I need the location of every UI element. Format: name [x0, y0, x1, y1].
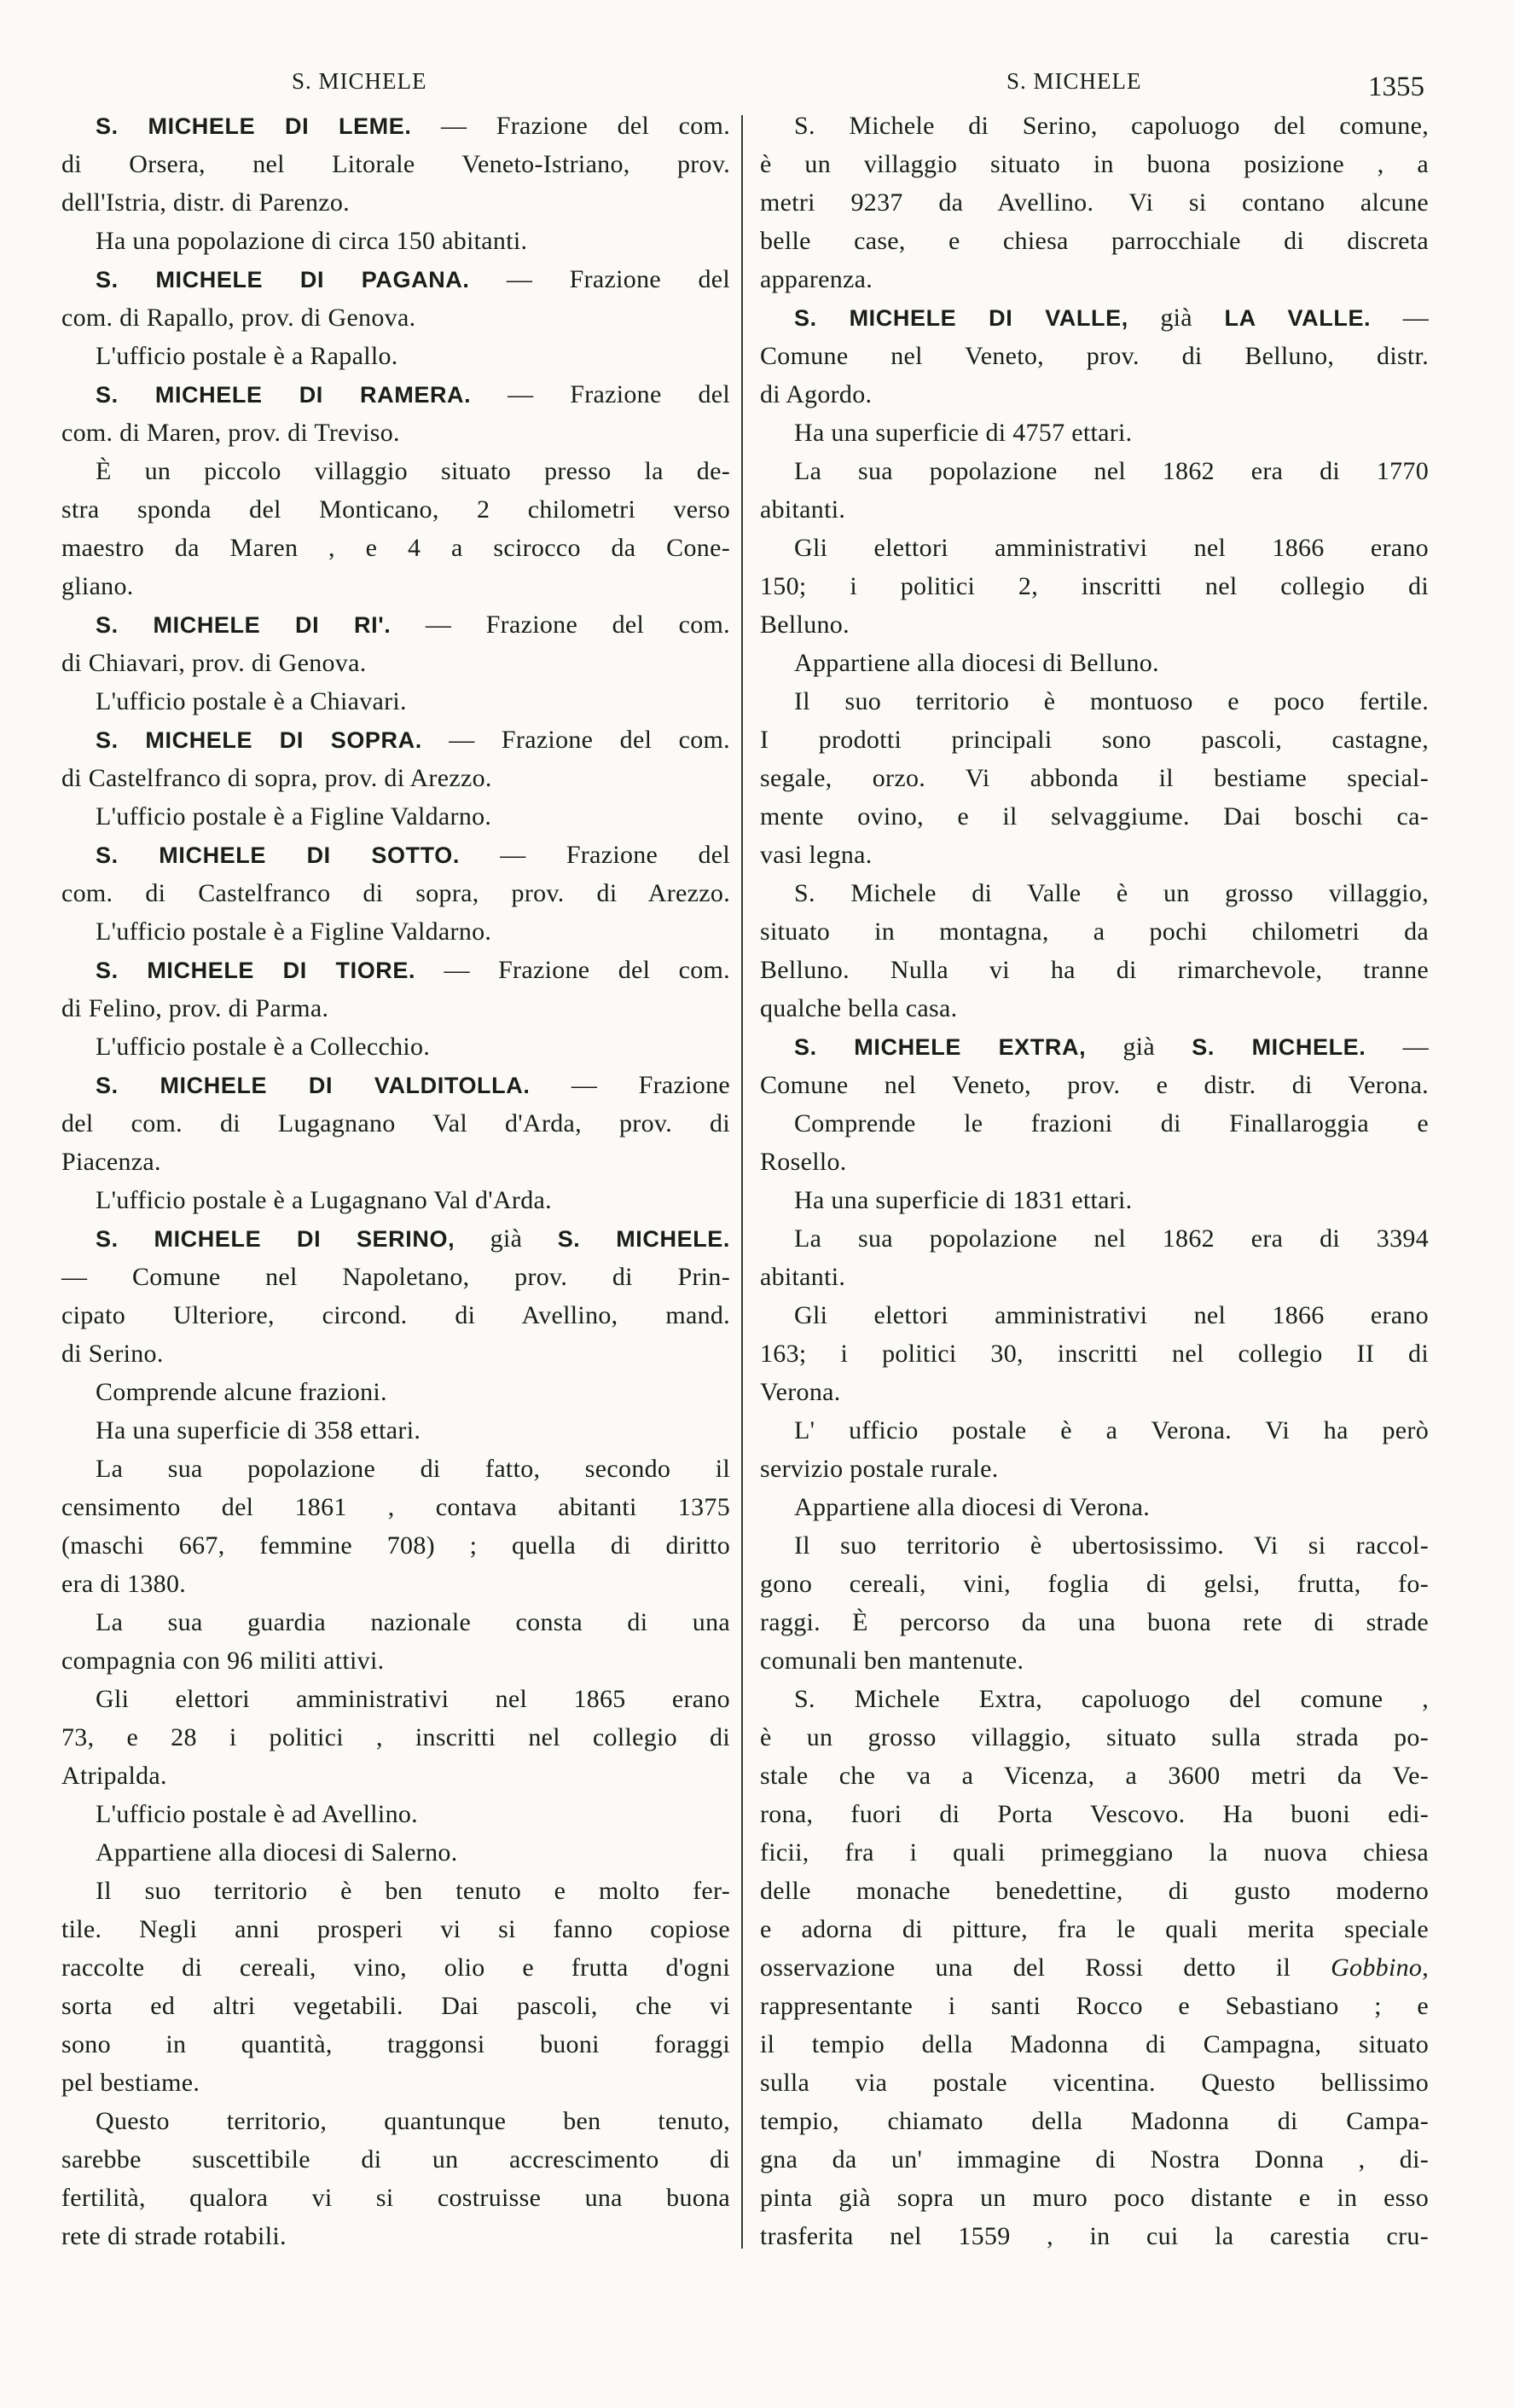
text-line — [61, 2140, 730, 2179]
entry-heading: S. MICHELE DI VALLE, — [794, 305, 1128, 331]
body-text: Comune nel Veneto, prov. di Belluno, distr. — [760, 342, 1429, 370]
text-line — [760, 1450, 1429, 1488]
text-line — [760, 759, 1429, 797]
text-line — [61, 1680, 730, 1718]
body-text: Atripalda. — [61, 1762, 167, 1790]
body-text: Ha una superficie di 1831 ettari. — [794, 1186, 1133, 1214]
body-text: L'ufficio postale è a Figline Valdarno. — [96, 917, 492, 946]
body-text: gliano. — [61, 572, 134, 600]
text-line — [61, 375, 730, 414]
text-line — [61, 337, 730, 375]
text-line — [61, 1718, 730, 1757]
body-text: stra sponda del Monticano, 2 chilometri verso — [61, 495, 730, 524]
body-text: com. di Castelfranco di sopra, prov. di Arezzo. — [61, 879, 730, 907]
text-line — [61, 1027, 730, 1066]
text-line — [760, 1296, 1429, 1334]
body-text: censimento del 1861 , contava abitanti 1375 — [61, 1493, 730, 1521]
text-line — [61, 1104, 730, 1143]
body-text: L' ufficio postale è a Verona. Vi ha però — [794, 1416, 1429, 1444]
text-line — [760, 567, 1429, 605]
body-text: La sua popolazione di fatto, secondo il — [96, 1455, 730, 1483]
body-text: gono cereali, vini, foglia di gelsi, frutta, fo- — [760, 1570, 1429, 1598]
text-line — [760, 2217, 1429, 2255]
text-line — [760, 2179, 1429, 2217]
text-line — [760, 874, 1429, 912]
body-text: trasferita nel 1559 , in cui la carestia cru- — [760, 2222, 1429, 2250]
text-line — [760, 1143, 1429, 1181]
text-line — [61, 222, 730, 260]
body-text: rona, fuori di Porta Vescovo. Ha buoni edi- — [760, 1800, 1429, 1828]
text-line — [760, 1565, 1429, 1603]
entry-heading: S. MICHELE DI PAGANA. — [96, 267, 470, 292]
text-line — [61, 1641, 730, 1680]
text-line — [61, 1143, 730, 1181]
body-text: — Frazione del com. — [415, 956, 730, 984]
text-line — [61, 1450, 730, 1488]
body-text: Piacenza. — [61, 1148, 161, 1176]
body-text: era di 1380. — [61, 1570, 187, 1598]
text-line — [760, 1488, 1429, 1526]
body-text: già — [1128, 304, 1225, 332]
entry-heading: S. MICHELE DI RAMERA. — [96, 382, 472, 408]
text-line — [61, 529, 730, 567]
body-text: L'ufficio postale è a Collecchio. — [96, 1033, 431, 1061]
text-line — [61, 605, 730, 644]
body-text: osservazione una del Rossi detto il — [760, 1954, 1331, 1982]
text-line — [760, 1603, 1429, 1641]
text-line — [61, 1872, 730, 1910]
body-text: S. Michele di Valle è un grosso villaggio, — [794, 879, 1429, 907]
body-text: già — [455, 1224, 558, 1253]
entry-heading: S. MICHELE. — [557, 1226, 730, 1252]
text-line — [61, 989, 730, 1027]
text-line — [61, 1948, 730, 1987]
body-text: abitanti. — [760, 495, 846, 524]
text-line — [760, 1181, 1429, 1219]
body-text: — — [1371, 304, 1430, 332]
body-text: com. di Maren, prov. di Treviso. — [61, 419, 400, 447]
body-text: Appartiene alla diocesi di Salerno. — [96, 1838, 458, 1867]
body-text: — Frazione — [530, 1071, 730, 1099]
text-line — [61, 874, 730, 912]
body-text: La sua guardia nazionale consta di una — [96, 1608, 730, 1636]
body-text: — Comune nel Napoletano, prov. di Prin- — [61, 1263, 730, 1291]
text-line — [760, 912, 1429, 951]
body-text: Ha una popolazione di circa 150 abitanti. — [96, 227, 528, 255]
text-line — [61, 183, 730, 222]
body-text: Gli elettori amministrativi nel 1866 erano — [794, 1301, 1429, 1329]
body-text: di Agordo. — [760, 380, 873, 408]
entry-heading: S. MICHELE DI RI'. — [96, 612, 392, 638]
text-line — [760, 644, 1429, 682]
text-line — [760, 1718, 1429, 1757]
body-text: apparenza. — [760, 265, 873, 293]
text-line — [760, 1411, 1429, 1450]
body-text: qualche bella casa. — [760, 994, 958, 1022]
body-text: sulla via postale vicentina. Questo bellissimo — [760, 2069, 1429, 2097]
body-text: abitanti. — [760, 1263, 846, 1291]
text-line — [760, 1872, 1429, 1910]
body-text: — Frazione del com. — [411, 112, 730, 140]
body-text: 150; i politici 2, inscritti nel collegio di — [760, 572, 1429, 600]
entry-heading: S. MICHELE. — [1192, 1034, 1366, 1060]
text-line — [760, 2140, 1429, 2179]
text-line — [760, 1680, 1429, 1718]
text-line — [760, 260, 1429, 298]
text-line — [61, 682, 730, 721]
body-text: Gli elettori amministrativi nel 1865 erano — [96, 1685, 730, 1713]
text-line — [61, 1757, 730, 1795]
text-line — [760, 452, 1429, 490]
text-line — [61, 452, 730, 490]
text-line — [61, 1910, 730, 1948]
body-text: L'ufficio postale è a Chiavari. — [96, 687, 407, 715]
body-text: Rosello. — [760, 1148, 847, 1176]
text-line — [61, 1987, 730, 2025]
body-text: Gli elettori amministrativi nel 1866 erano — [794, 534, 1429, 562]
body-text: sono in quantità, traggonsi buoni foraggi — [61, 2030, 730, 2058]
body-text: Il suo territorio è ben tenuto e molto fer- — [96, 1877, 730, 1905]
body-text: , — [1422, 1954, 1429, 1982]
right-column — [760, 107, 1429, 2255]
body-text: 73, e 28 i politici , inscritti nel collegio di — [61, 1723, 730, 1751]
text-line — [760, 375, 1429, 414]
body-text: di Serino. — [61, 1340, 164, 1368]
body-text: rappresentante i santi Rocco e Sebastiano ; e — [760, 1992, 1429, 2020]
body-text: tile. Negli anni prosperi vi si fanno copiose — [61, 1915, 730, 1943]
body-text: raccolte di cereali, vino, olio e frutta d'ogni — [61, 1954, 730, 1982]
body-text: L'ufficio postale è a Rapallo. — [96, 342, 398, 370]
body-text: — Frazione del — [471, 380, 730, 408]
entry-heading: LA VALLE. — [1224, 305, 1372, 331]
text-line — [61, 490, 730, 529]
text-line — [61, 1219, 730, 1258]
text-line — [760, 145, 1429, 183]
body-text: Comprende alcune frazioni. — [96, 1378, 387, 1406]
entry-heading: S. MICHELE DI VALDITOLLA. — [96, 1073, 531, 1098]
body-text: servizio postale rurale. — [760, 1455, 999, 1483]
entry-heading: S. MICHELE DI TIORE. — [96, 958, 416, 983]
column-divider — [741, 115, 743, 2249]
body-text: I prodotti principali sono pascoli, castagne, — [760, 726, 1429, 754]
body-text: Il suo territorio è montuoso e poco fertile. — [794, 687, 1429, 715]
text-line — [61, 1066, 730, 1104]
text-line — [61, 1526, 730, 1565]
body-text: del com. di Lugagnano Val d'Arda, prov. di — [61, 1109, 730, 1137]
text-line — [61, 644, 730, 682]
running-head-right: S. MICHELE — [1006, 68, 1142, 94]
body-text: metri 9237 da Avellino. Vi si contano alcune — [760, 188, 1429, 217]
entry-heading: S. MICHELE DI LEME. — [96, 113, 412, 139]
body-text: è un villaggio situato in buona posizione , a — [760, 150, 1429, 178]
body-text: Ha una superficie di 4757 ettari. — [794, 419, 1133, 447]
body-text: S. Michele Extra, capoluogo del comune , — [794, 1685, 1429, 1713]
text-line — [760, 1104, 1429, 1143]
text-line — [61, 1334, 730, 1373]
entry-heading: S. MICHELE DI SOPRA. — [96, 727, 422, 753]
page-number: 1355 — [1368, 72, 1424, 102]
body-text: L'ufficio postale è ad Avellino. — [96, 1800, 418, 1828]
body-text: pel bestiame. — [61, 2069, 200, 2097]
body-text: maestro da Maren , e 4 a scirocco da Cone- — [61, 534, 730, 562]
text-line — [760, 836, 1429, 874]
text-line — [760, 1526, 1429, 1565]
body-text: Questo territorio, quantunque ben tenuto, — [96, 2107, 730, 2135]
body-text: compagnia con 96 militi attivi. — [61, 1647, 385, 1675]
body-text: segale, orzo. Vi abbonda il bestiame special- — [760, 764, 1429, 792]
body-text: sarebbe suscettibile di un accrescimento di — [61, 2145, 730, 2174]
body-text: pinta già sopra un muro poco distante e in esso — [760, 2184, 1429, 2212]
body-text: fertilità, qualora vi si costruisse una buona — [61, 2184, 730, 2212]
text-line — [760, 1066, 1429, 1104]
body-text: — Frazione del — [469, 265, 730, 293]
text-line — [760, 605, 1429, 644]
body-text: mente ovino, e il selvaggiume. Dai boschi ca- — [760, 802, 1429, 831]
text-line — [760, 1795, 1429, 1833]
body-text: La sua popolazione nel 1862 era di 1770 — [794, 457, 1429, 485]
body-text: Comune nel Veneto, prov. e distr. di Verona. — [760, 1071, 1429, 1099]
body-text: è un grosso villaggio, situato sulla strada po- — [760, 1723, 1429, 1751]
text-line — [760, 1258, 1429, 1296]
text-line — [760, 183, 1429, 222]
text-line — [760, 1987, 1429, 2025]
text-line — [61, 1833, 730, 1872]
body-text: situato in montagna, a pochi chilometri da — [760, 917, 1429, 946]
text-line — [760, 989, 1429, 1027]
italic-text: Gobbino — [1331, 1954, 1423, 1982]
text-line — [760, 107, 1429, 145]
body-text: tempio, chiamato della Madonna di Campa- — [760, 2107, 1429, 2135]
text-line — [61, 759, 730, 797]
text-line — [61, 797, 730, 836]
text-line — [760, 951, 1429, 989]
body-text: il tempio della Madonna di Campagna, situato — [760, 2030, 1429, 2058]
text-line — [760, 682, 1429, 721]
text-line — [61, 298, 730, 337]
entry-heading: S. MICHELE DI SOTTO. — [96, 842, 460, 868]
body-text: gna da un' immagine di Nostra Donna , di- — [760, 2145, 1429, 2174]
text-line — [760, 2025, 1429, 2064]
text-line — [760, 2102, 1429, 2140]
text-line — [760, 721, 1429, 759]
text-line — [760, 1219, 1429, 1258]
body-text: belle case, e chiesa parrocchiale di discreta — [760, 227, 1429, 255]
text-line — [61, 1411, 730, 1450]
text-line — [61, 2025, 730, 2064]
text-line — [61, 1258, 730, 1296]
text-line — [61, 107, 730, 145]
text-line — [61, 1296, 730, 1334]
text-line — [760, 222, 1429, 260]
text-line — [760, 337, 1429, 375]
text-line — [61, 1488, 730, 1526]
text-line — [760, 1910, 1429, 1948]
text-line — [760, 1641, 1429, 1680]
text-line — [61, 145, 730, 183]
body-text: ficii, fra i quali primeggiano la nuova chiesa — [760, 1838, 1429, 1867]
body-text: Comprende le frazioni di Finallaroggia e — [794, 1109, 1429, 1137]
text-line — [760, 490, 1429, 529]
text-line — [760, 414, 1429, 452]
text-line — [61, 2064, 730, 2102]
body-text: cipato Ulteriore, circond. di Avellino, mand. — [61, 1301, 730, 1329]
text-line — [61, 951, 730, 989]
body-text: 163; i politici 30, inscritti nel collegio II di — [760, 1340, 1429, 1368]
text-line — [61, 1181, 730, 1219]
body-text: È un piccolo villaggio situato presso la de- — [96, 457, 730, 485]
text-line — [61, 1795, 730, 1833]
entry-heading: S. MICHELE EXTRA, — [794, 1034, 1087, 1060]
text-line — [760, 529, 1429, 567]
entry-heading: S. MICHELE DI SERINO, — [96, 1226, 455, 1252]
body-text: e adorna di pitture, fra le quali merita speciale — [760, 1915, 1429, 1943]
text-line — [61, 567, 730, 605]
body-text: com. di Rapallo, prov. di Genova. — [61, 304, 416, 332]
left-column — [61, 107, 730, 2255]
body-text: di Orsera, nel Litorale Veneto-Istriano, prov. — [61, 150, 730, 178]
body-text: — Frazione del com. — [421, 726, 730, 754]
body-text: Ha una superficie di 358 ettari. — [96, 1416, 421, 1444]
body-text: di Chiavari, prov. di Genova. — [61, 649, 367, 677]
text-line — [760, 1948, 1429, 1987]
text-line — [61, 1373, 730, 1411]
body-text: vasi legna. — [760, 841, 873, 869]
text-line — [760, 797, 1429, 836]
text-line — [760, 1373, 1429, 1411]
body-text: S. Michele di Serino, capoluogo del comune, — [794, 112, 1429, 140]
text-line — [760, 298, 1429, 337]
body-text: dell'Istria, distr. di Parenzo. — [61, 188, 350, 217]
body-text: Belluno. Nulla vi ha di rimarchevole, tranne — [760, 956, 1429, 984]
body-text: comunali ben mantenute. — [760, 1647, 1024, 1675]
body-text: sorta ed altri vegetabili. Dai pascoli, che vi — [61, 1992, 730, 2020]
body-text: — Frazione del com. — [391, 611, 730, 639]
text-line — [61, 912, 730, 951]
body-text: Verona. — [760, 1378, 841, 1406]
text-line — [61, 1603, 730, 1641]
text-line — [760, 1833, 1429, 1872]
text-line — [61, 2217, 730, 2255]
body-text: Appartiene alla diocesi di Verona. — [794, 1493, 1151, 1521]
text-line — [61, 260, 730, 298]
body-text: L'ufficio postale è a Figline Valdarno. — [96, 802, 492, 831]
body-text: La sua popolazione nel 1862 era di 3394 — [794, 1224, 1429, 1253]
body-text: raggi. È percorso da una buona rete di strade — [760, 1608, 1429, 1636]
text-line — [61, 836, 730, 874]
body-text: — Frazione del — [459, 841, 731, 869]
text-line — [760, 2064, 1429, 2102]
text-line — [760, 1757, 1429, 1795]
body-text: delle monache benedettine, di gusto moderno — [760, 1877, 1429, 1905]
text-line — [61, 2102, 730, 2140]
body-text: Il suo territorio è ubertosissimo. Vi si raccol- — [794, 1531, 1429, 1560]
text-line — [760, 1027, 1429, 1066]
body-text: Belluno. — [760, 611, 850, 639]
body-text: — — [1366, 1033, 1429, 1061]
body-text: rete di strade rotabili. — [61, 2222, 287, 2250]
body-text: di Felino, prov. di Parma. — [61, 994, 329, 1022]
body-text: già — [1086, 1033, 1192, 1061]
body-text: di Castelfranco di sopra, prov. di Arezzo. — [61, 764, 492, 792]
text-line — [760, 1334, 1429, 1373]
text-line — [61, 1565, 730, 1603]
text-line — [61, 414, 730, 452]
body-text: L'ufficio postale è a Lugagnano Val d'Arda. — [96, 1186, 552, 1214]
body-text: stale che va a Vicenza, a 3600 metri da Ve- — [760, 1762, 1429, 1790]
text-line — [61, 2179, 730, 2217]
running-head-left: S. MICHELE — [292, 68, 427, 94]
body-text: Appartiene alla diocesi di Belluno. — [794, 649, 1159, 677]
text-line — [61, 721, 730, 759]
body-text: (maschi 667, femmine 708) ; quella di diritto — [61, 1531, 730, 1560]
